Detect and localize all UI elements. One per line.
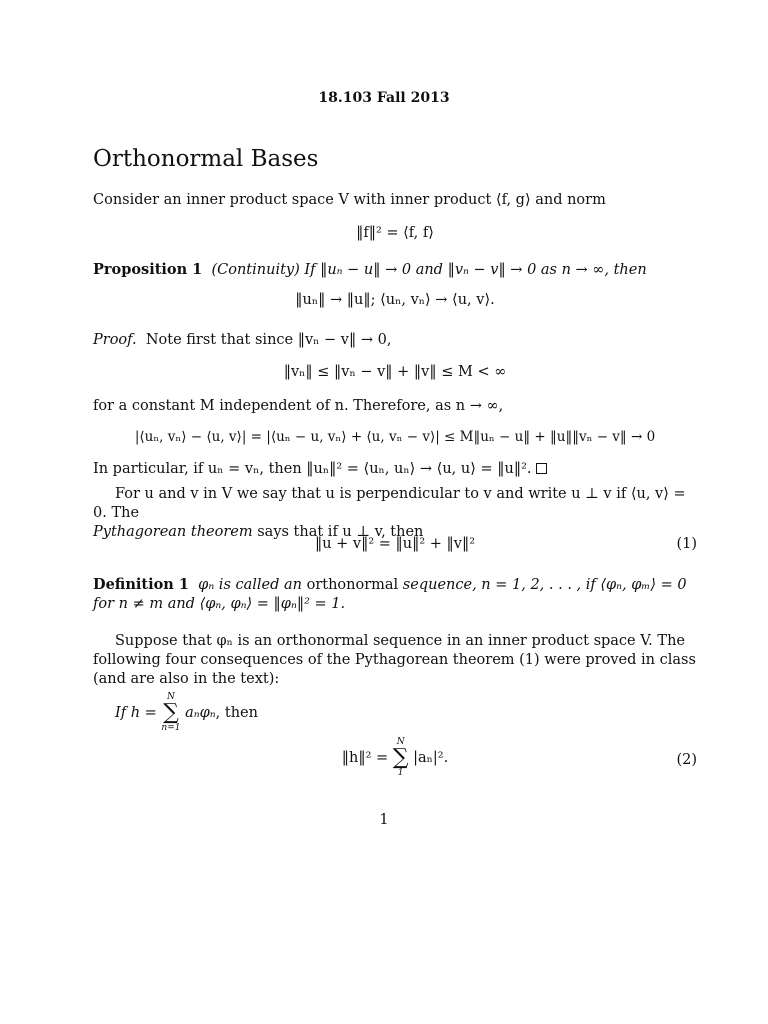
pythagorean-theorem-term: Pythagorean theorem: [93, 524, 253, 540]
equation-h-term: |aₙ|².: [413, 750, 449, 766]
if-h-prefix: If h =: [115, 705, 162, 721]
equation-number-1: (1): [676, 536, 697, 552]
summation-symbol-2: [393, 738, 409, 778]
if-h-suffix: , then: [215, 705, 258, 721]
proof-intro: [93, 331, 697, 350]
constant-text: for a constant M independent of n. Therefore, as n → ∞,: [93, 398, 504, 414]
sum2-upper-limit: N: [396, 737, 405, 747]
equation-1-row: [93, 536, 697, 552]
equation-bound: ‖vₙ‖ ≤ ‖vₙ − v‖ + ‖v‖ ≤ M < ∞: [283, 364, 507, 380]
equation-h-lhs: ‖h‖² =: [341, 750, 393, 766]
equation-pythagorean: ‖u + v‖² = ‖u‖² + ‖v‖²: [314, 536, 476, 552]
qed-box-icon: [536, 463, 547, 474]
equation-number-2: (2): [676, 752, 697, 768]
suppose-paragraph: Suppose that φₙ is an orthonormal sequence in an inner product space V. The following four consequences of the Pythagorean theorem (1) were proved in class (and are also in the text):: [93, 633, 696, 687]
proof-label: Proof.: [93, 332, 137, 348]
equation-norm: ‖f‖² = ⟨f, f⟩: [356, 225, 434, 241]
equation-continuity: ‖uₙ‖ → ‖u‖; ⟨uₙ, vₙ⟩ → ⟨u, v⟩.: [295, 292, 495, 308]
equation-inner-product-estimate: |⟨uₙ, vₙ⟩ − ⟨u, v⟩| = |⟨uₙ − u, vₙ⟩ + ⟨u, vₙ − v⟩| ≤ M‖uₙ − u‖ + ‖u‖‖vₙ − v‖ → 0: [134, 429, 656, 445]
equation-2-row: [93, 738, 697, 778]
sigma-icon: ∑: [392, 745, 409, 770]
definition-term: orthonormal: [306, 577, 399, 593]
definition-text-a: φₙ is called an: [198, 577, 307, 593]
section-title: Orthonormal Bases: [93, 146, 319, 172]
sum2-lower-limit: 1: [397, 768, 404, 778]
perp-line-1: For u and v in V we say that u is perpendicular to v and write u ⊥ v if ⟨u, v⟩ = 0. The: [93, 486, 686, 521]
proposition-label: Proposition 1: [93, 261, 203, 278]
course-header: 18.103 Fall 2013: [318, 90, 450, 106]
sigma-icon: ∑: [163, 700, 179, 725]
sum-lower-limit: n=1: [161, 723, 181, 733]
proof-text: Note first that since ‖vₙ − v‖ → 0,: [145, 332, 392, 348]
particular-case: [93, 460, 697, 479]
particular-text: In particular, if uₙ = vₙ, then ‖uₙ‖² = ⟨uₙ, uₙ⟩ → ⟨u, u⟩ = ‖u‖².: [93, 461, 532, 477]
if-h-line: [115, 693, 415, 733]
proposition-text: (Continuity) If ‖uₙ − u‖ → 0 and ‖vₙ − v‖ → 0 as n → ∞, then: [211, 262, 647, 278]
sum-upper-limit: N: [167, 692, 175, 702]
definition-label: Definition 1: [93, 576, 189, 593]
page-number: 1: [379, 812, 389, 828]
perp-line-2: says that if u ⊥ v, then: [252, 524, 424, 540]
definition-text-b: sequence, n = 1, 2, . . . , if ⟨φₙ, φₘ⟩ = 0 for n ≠ m and ⟨φₙ, φₙ⟩ = ‖φₙ‖² = 1.: [93, 577, 687, 612]
intro-text: Consider an inner product space V with inner product ⟨f, g⟩ and norm: [93, 192, 606, 208]
if-h-term: aₙφₙ: [185, 705, 216, 721]
summation-symbol: [161, 693, 180, 733]
perpendicular-paragraph: [93, 485, 697, 542]
definition-1: [93, 575, 697, 614]
proposition-1: [93, 260, 697, 280]
